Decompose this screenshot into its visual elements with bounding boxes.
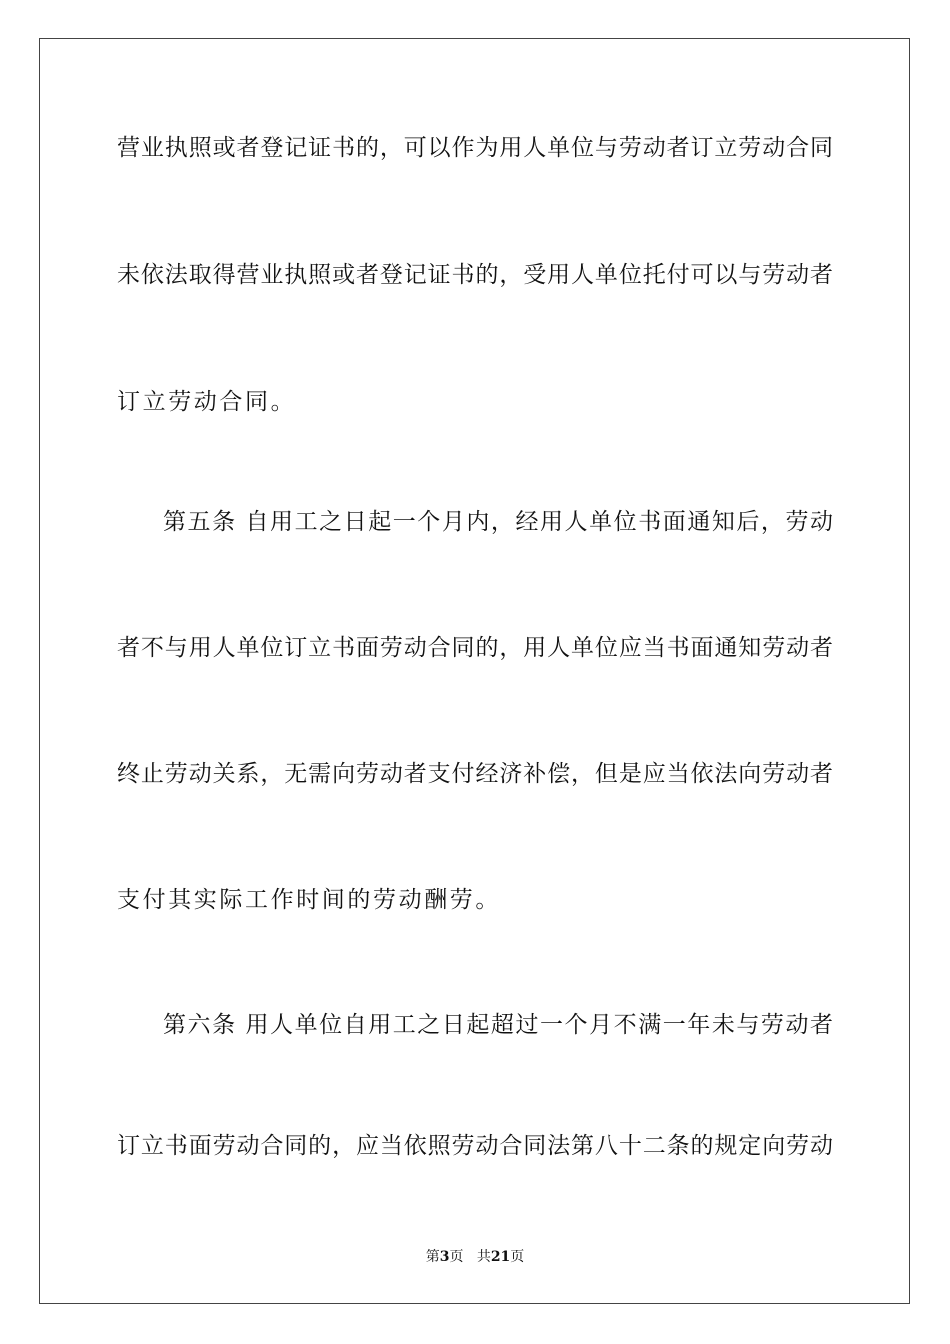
- text-line-article-6-start: 第六条 用人单位自用工之日起超过一个月不满一年未与劳动者: [163, 1012, 833, 1038]
- footer-total-prefix: 共: [476, 1249, 491, 1265]
- text-line-article-5-start: 第五条 自用工之日起一个月内，经用人单位书面通知后，劳动: [163, 509, 833, 535]
- text-line-9: 订立书面劳动合同的，应当依照劳动合同法第八十二条的规定向劳动: [117, 1133, 833, 1159]
- text-line-7: 支付其实际工作时间的劳动酬劳。: [117, 887, 501, 913]
- text-line-3: 订立劳动合同。: [117, 389, 297, 415]
- footer-page-number: 3: [439, 1249, 450, 1265]
- page-frame: [39, 38, 910, 1304]
- page-footer: [0, 1248, 950, 1266]
- text-line-5: 者不与用人单位订立书面劳动合同的，用人单位应当书面通知劳动者: [117, 635, 833, 661]
- text-line-6: 终止劳动关系，无需向劳动者支付经济补偿，但是应当依法向劳动者: [117, 761, 833, 787]
- footer-page-prefix: 第: [425, 1249, 440, 1265]
- footer-total-number: 21: [490, 1249, 511, 1265]
- text-line-1: 营业执照或者登记证书的，可以作为用人单位与劳动者订立劳动合同: [117, 135, 833, 161]
- text-line-2: 未依法取得营业执照或者登记证书的，受用人单位托付可以与劳动者: [117, 262, 833, 288]
- footer-page-suffix: 页: [449, 1249, 464, 1265]
- footer-total-suffix: 页: [510, 1249, 525, 1265]
